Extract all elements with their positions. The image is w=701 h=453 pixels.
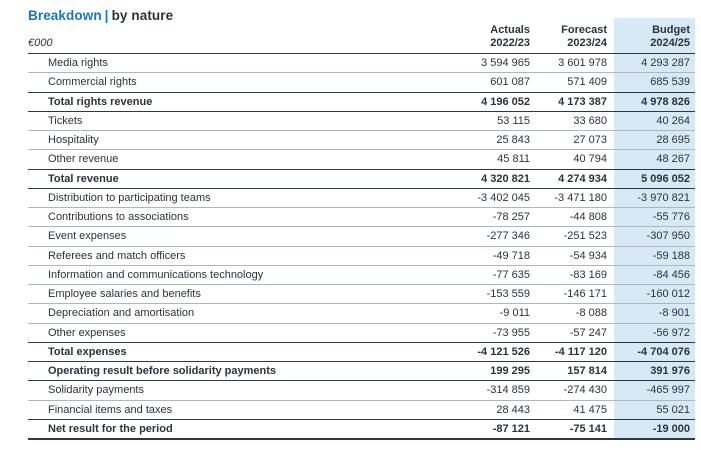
cell-budget: -59 188 <box>652 249 690 262</box>
table-row <box>28 323 695 342</box>
row-label: Total rights revenue <box>48 95 153 108</box>
table-row <box>28 92 695 111</box>
cell-actuals: -277 346 <box>486 230 530 243</box>
row-label: Tickets <box>48 114 83 127</box>
table-body <box>28 53 695 440</box>
column-label: Actuals <box>490 24 530 36</box>
cell-actuals: 45 811 <box>497 153 530 166</box>
cell-forecast: -83 169 <box>569 268 607 281</box>
table-row <box>28 188 695 207</box>
cell-budget: 48 267 <box>656 153 690 166</box>
column-label: Forecast <box>561 24 607 36</box>
row-label: Net result for the period <box>48 422 173 435</box>
table-row <box>28 130 695 149</box>
cell-budget: 4 978 826 <box>641 95 690 108</box>
cell-forecast: -44 808 <box>569 211 607 224</box>
cell-forecast: -251 523 <box>563 230 607 243</box>
cell-actuals: 53 115 <box>497 114 530 127</box>
table-row <box>28 207 695 226</box>
cell-forecast: 40 794 <box>573 153 607 166</box>
cell-forecast: 571 409 <box>567 76 607 89</box>
table-row <box>28 265 695 284</box>
cell-budget: -465 997 <box>646 384 690 397</box>
cell-budget: 40 264 <box>656 114 690 127</box>
table-row <box>28 361 695 380</box>
cell-actuals: -4 121 526 <box>477 345 530 358</box>
cell-forecast: 41 475 <box>573 403 607 416</box>
cell-forecast: -8 088 <box>575 307 607 320</box>
cell-actuals: -153 559 <box>486 288 530 301</box>
unit-label: €000 <box>28 37 53 49</box>
cell-budget: -307 950 <box>646 230 690 243</box>
cell-budget: -4 704 076 <box>637 345 690 358</box>
table-row <box>28 419 695 438</box>
cell-actuals: 28 443 <box>496 403 530 416</box>
cell-forecast: -274 430 <box>563 384 607 397</box>
row-label: Operating result before solidarity payments <box>48 365 277 378</box>
cell-budget: 391 976 <box>650 365 690 378</box>
table-row <box>28 400 695 419</box>
cell-forecast: -146 171 <box>563 288 607 301</box>
table-row <box>28 342 695 361</box>
column-period: 2023/24 <box>567 36 607 49</box>
row-label: Distribution to participating teams <box>48 191 211 204</box>
cell-actuals: -314 859 <box>486 384 530 397</box>
cell-budget: -8 901 <box>658 307 690 320</box>
cell-actuals: 4 320 821 <box>481 172 530 185</box>
row-label: Total revenue <box>48 172 119 185</box>
cell-forecast: -4 117 120 <box>555 345 607 358</box>
table-row <box>28 169 695 188</box>
cell-forecast: 33 680 <box>573 114 607 127</box>
row-label: Depreciation and amortisation <box>48 307 195 320</box>
cell-actuals: -73 955 <box>492 326 530 339</box>
row-label: Referees and match officers <box>48 249 186 262</box>
table-row <box>28 284 695 303</box>
row-label: Hospitality <box>48 134 99 147</box>
title-secondary: by nature <box>111 8 174 23</box>
row-label: Other revenue <box>48 153 119 166</box>
cell-actuals: 601 087 <box>490 76 530 89</box>
cell-budget: 5 096 052 <box>641 172 690 185</box>
table-row <box>28 53 695 72</box>
cell-actuals: 4 196 052 <box>481 95 530 108</box>
cell-forecast: 27 073 <box>573 134 607 147</box>
column-period: 2024/25 <box>650 36 690 49</box>
table-row <box>28 149 695 168</box>
cell-budget: -84 456 <box>652 268 690 281</box>
row-label: Total expenses <box>48 345 127 358</box>
cell-forecast: 157 814 <box>567 365 607 378</box>
row-label: Contributions to associations <box>48 211 189 224</box>
table-row <box>28 111 695 130</box>
cell-actuals: 25 843 <box>496 134 530 147</box>
column-label: Budget <box>652 24 690 36</box>
title-separator: | <box>104 8 109 23</box>
cell-actuals: -49 718 <box>492 249 530 262</box>
cell-actuals: -9 011 <box>499 307 530 320</box>
table-row <box>28 246 695 265</box>
table-row <box>28 303 695 322</box>
cell-forecast: 3 601 978 <box>558 57 607 70</box>
row-label: Commercial rights <box>48 76 137 89</box>
cell-budget: 55 021 <box>656 403 690 416</box>
cell-forecast: -3 471 180 <box>554 191 607 204</box>
table-row <box>28 380 695 399</box>
cell-actuals: -77 635 <box>492 268 530 281</box>
cell-actuals: -3 402 045 <box>477 191 530 204</box>
row-label: Employee salaries and benefits <box>48 288 201 301</box>
table-row <box>28 226 695 245</box>
cell-actuals: 199 295 <box>490 365 530 378</box>
cell-forecast: 4 274 934 <box>558 172 607 185</box>
row-label: Media rights <box>48 57 108 70</box>
row-label: Other expenses <box>48 326 126 339</box>
cell-forecast: -75 141 <box>569 422 607 435</box>
cell-budget: -3 970 821 <box>637 191 690 204</box>
title-primary: Breakdown <box>28 8 102 23</box>
table-row <box>28 72 695 91</box>
cell-budget: 685 539 <box>650 76 690 89</box>
cell-budget: -56 972 <box>652 326 690 339</box>
cell-budget: -55 776 <box>652 211 690 224</box>
row-label: Solidarity payments <box>48 384 144 397</box>
cell-actuals: 3 594 965 <box>481 57 530 70</box>
cell-budget: -19 000 <box>652 422 690 435</box>
cell-budget: 28 695 <box>656 134 690 147</box>
cell-budget: 4 293 287 <box>641 57 690 70</box>
cell-forecast: -54 934 <box>569 249 607 262</box>
row-label: Financial items and taxes <box>48 403 173 416</box>
row-label: Event expenses <box>48 230 127 243</box>
row-label: Information and communications technology <box>48 268 264 281</box>
cell-actuals: -78 257 <box>492 211 530 224</box>
column-period: 2022/23 <box>490 36 530 49</box>
cell-budget: -160 012 <box>646 288 690 301</box>
cell-actuals: -87 121 <box>492 422 530 435</box>
column-header-actuals <box>440 24 530 49</box>
table-header <box>28 18 695 53</box>
cell-forecast: -57 247 <box>569 326 607 339</box>
column-header-forecast <box>530 24 607 49</box>
cell-forecast: 4 173 387 <box>558 95 607 108</box>
column-header-budget <box>607 24 690 49</box>
